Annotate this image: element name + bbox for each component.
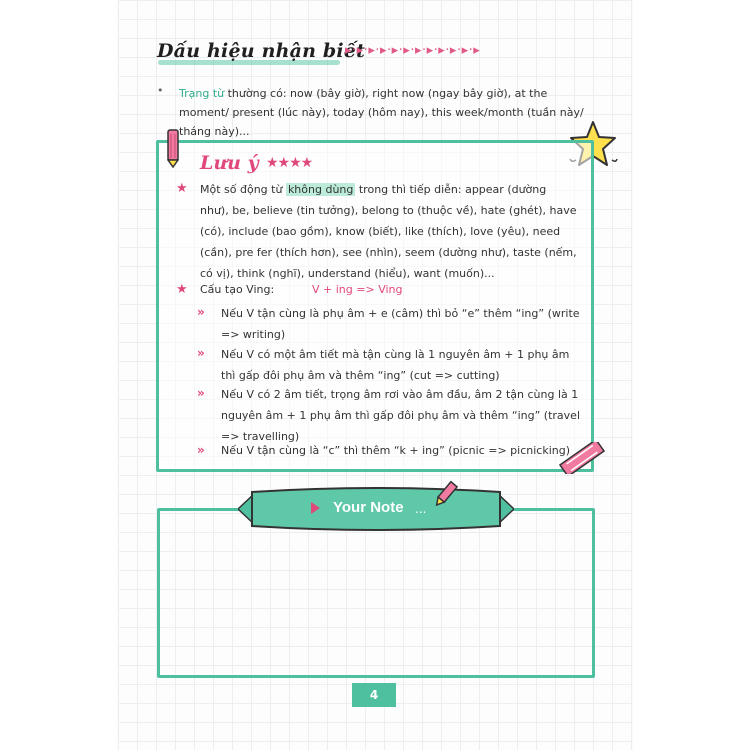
rule-marker: » [197, 346, 205, 360]
title-stars-icon: ★★★★ [266, 155, 313, 171]
rule-1: Nếu V tận cùng là phụ âm + e (câm) thì bỏ “e” thêm “ing” (write => writing) [221, 307, 580, 341]
bullet-dot: • [157, 84, 164, 97]
note-item-1-highlight: không dùng [287, 183, 354, 196]
rule-2: Nếu V có một âm tiết mà tận cùng là 1 nguyên âm + 1 phụ âm thì gấp đôi phụ âm và thêm “ing” (cut => cutting) [221, 348, 570, 382]
rule-marker: » [197, 386, 205, 400]
pencil-icon [430, 480, 460, 510]
section-heading: Dấu hiệu nhận biết [157, 40, 366, 62]
star-bullet-icon: ★ [176, 181, 188, 196]
play-icon [311, 502, 320, 514]
formula-v: V + [312, 283, 336, 296]
rule-4: Nếu V tận cùng là “c” thì thêm “k + ing” (picnic => picnicking) [221, 444, 571, 457]
pencil-icon [167, 128, 179, 168]
formula-ing: ing [335, 283, 353, 296]
rule-marker: » [197, 443, 205, 457]
tape-sticker-icon [556, 442, 608, 474]
page-number: 4 [352, 683, 396, 707]
intro-highlight: Trạng từ [179, 87, 225, 100]
rule-3: Nếu V có 2 âm tiết, trọng âm rơi vào âm đầu, âm 2 tận cùng là 1 nguyên âm + 1 phụ âm thì gấp đôi phụ âm và thêm “ing” (travel => travelling) [221, 388, 581, 443]
intro-paragraph [179, 84, 599, 141]
formula-arrow: => [352, 283, 379, 296]
formula-result: Ving [378, 283, 403, 296]
note-item-1 [200, 179, 578, 284]
banner-dots: ... [415, 502, 427, 516]
rule-marker: » [197, 305, 205, 319]
your-note-label: Your Note [333, 499, 404, 516]
star-bullet-icon: ★ [176, 282, 188, 297]
note-item-1-prefix: Một số động từ [200, 183, 286, 196]
intro-text: thường có: now (bây giờ), right now (ngay bây giờ), at the moment/ present (lúc này), today (hôm nay), this week/month (tuần này/ tháng này)... [179, 87, 584, 138]
ving-formula [312, 279, 403, 300]
your-note-box[interactable] [157, 508, 595, 678]
note-title: Lưu ý [200, 152, 259, 174]
decorative-arrows: ▸·▸·▸·▸·▸·▸·▸·▸·▸·▸·▸·▸ [345, 43, 481, 58]
note-item-1-text: trong thì tiếp diễn: appear (dường như), be, believe (tin tưởng), belong to (thuộc về), hate (ghét), have (có), include (bao gồm), know (biết), like (thích), love (yêu), need (cần), pre fer (thích hơn), see (nhìn), seem (dường như), taste (nếm, có vị), think (nghĩ), understand (hiểu), want (muốn)... [200, 183, 577, 280]
ving-label: Cấu tạo Ving: [200, 283, 275, 296]
